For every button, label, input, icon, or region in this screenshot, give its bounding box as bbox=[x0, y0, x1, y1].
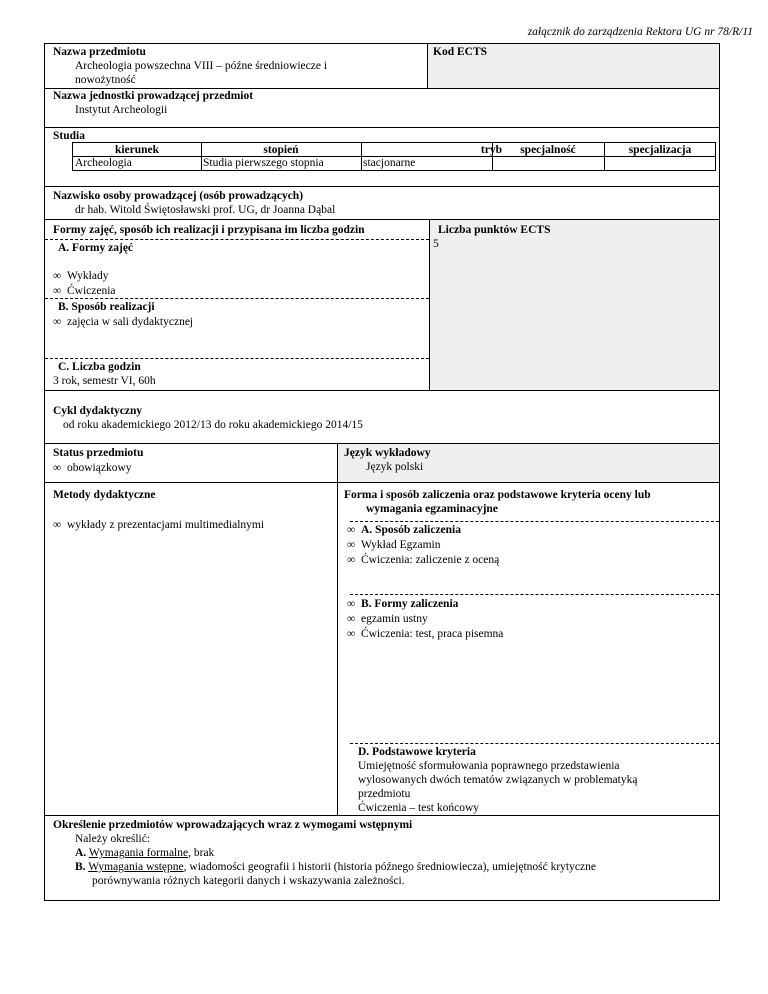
course-name-line2: nowożytność bbox=[75, 74, 136, 86]
assessment-box bbox=[337, 482, 720, 816]
studies-table bbox=[72, 142, 716, 171]
studies-value-tryb: stacjonarne bbox=[363, 157, 416, 169]
bullet-icon: ∞ bbox=[347, 628, 356, 640]
language-value: Język polski bbox=[366, 461, 424, 473]
unit-box bbox=[44, 88, 720, 128]
assessment-a-item: ∞ Ćwiczenia: zaliczenie z oceną bbox=[347, 554, 500, 566]
studies-header-stopien: stopień bbox=[263, 144, 299, 156]
header-note: załącznik do zarządzenia Rektora UG nr 78/R/11 bbox=[527, 26, 753, 38]
assessment-d-line: Umiejętność sformułowania poprawnego przedstawienia bbox=[358, 760, 620, 772]
forms-label: Formy zajęć, sposób ich realizacji i przypisana im liczba godzin bbox=[53, 224, 365, 236]
methods-item: ∞ wykłady z prezentacjami multimedialnymi bbox=[53, 519, 265, 531]
prerequisites-b: B. Wymagania wstępne, wiadomości geografii i historii (historia późnego średniowiecza), umiejętność krytyczne bbox=[75, 861, 596, 873]
instructors-label: Nazwisko osoby prowadzącej (osób prowadzących) bbox=[53, 190, 304, 202]
forms-a-item: ∞ Ćwiczenia bbox=[53, 285, 116, 297]
assessment-a-title: ∞ A. Sposób zaliczenia bbox=[347, 524, 461, 536]
bullet-icon: ∞ bbox=[53, 270, 62, 282]
studies-header-kierunek: kierunek bbox=[114, 144, 160, 156]
course-name-box bbox=[44, 43, 428, 89]
status-label: Status przedmiotu bbox=[53, 447, 144, 459]
bullet-icon: ∞ bbox=[347, 524, 356, 536]
assessment-d-line: wylosowanych dwóch tematów związanych w problematyką bbox=[358, 774, 638, 786]
status-box bbox=[44, 443, 338, 483]
cycle-box bbox=[44, 390, 720, 444]
assessment-label-line2: wymagania egzaminacyjne bbox=[366, 503, 498, 515]
studies-value-stopien: Studia pierwszego stopnia bbox=[203, 157, 324, 169]
ects-code-label: Kod ECTS bbox=[433, 46, 488, 58]
bullet-icon: ∞ bbox=[347, 539, 356, 551]
prerequisites-intro: Należy określić: bbox=[75, 833, 151, 845]
assessment-d-line: przedmiotu bbox=[358, 788, 411, 800]
prerequisites-a: A. Wymagania formalne, brak bbox=[75, 847, 215, 859]
assessment-a-item: ∞ Wykład Egzamin bbox=[347, 539, 441, 551]
unit-label: Nazwa jednostki prowadzącej przedmiot bbox=[53, 90, 254, 102]
ects-points-value: 5 bbox=[433, 238, 439, 250]
bullet-icon: ∞ bbox=[347, 554, 356, 566]
forms-box bbox=[44, 219, 430, 391]
assessment-d-line: Ćwiczenia – test końcowy bbox=[358, 802, 480, 814]
forms-a-item: ∞ Wykłady bbox=[53, 270, 109, 282]
course-name-label: Nazwa przedmiotu bbox=[53, 46, 146, 58]
language-label: Język wykładowy bbox=[344, 447, 431, 459]
forms-c-title: C. Liczba godzin bbox=[58, 361, 141, 373]
forms-c-value: 3 rok, semestr VI, 60h bbox=[53, 375, 156, 387]
language-box bbox=[337, 443, 720, 483]
cycle-value: od roku akademickiego 2012/13 do roku akademickiego 2014/15 bbox=[63, 419, 363, 431]
methods-box bbox=[44, 482, 338, 816]
forms-b-title: B. Sposób realizacji bbox=[58, 301, 155, 313]
assessment-label-line1: Forma i sposób zaliczenia oraz podstawowe kryteria oceny lub bbox=[344, 489, 651, 501]
course-name-line1: Archeologia powszechna VIII – późne średniowiecze i bbox=[75, 60, 328, 72]
studies-header-specjalnosc: specjalność bbox=[520, 144, 576, 156]
status-value: ∞ obowiązkowy bbox=[53, 462, 132, 474]
prerequisites-box bbox=[44, 815, 720, 901]
ects-points-box bbox=[429, 219, 720, 391]
ects-code-box bbox=[427, 43, 720, 89]
ects-points-label: Liczba punktów ECTS bbox=[438, 224, 551, 236]
bullet-icon: ∞ bbox=[53, 285, 62, 297]
prerequisites-label: Określenie przedmiotów wprowadzających wraz z wymogami wstępnymi bbox=[53, 819, 413, 831]
bullet-icon: ∞ bbox=[347, 598, 356, 610]
studies-value-kierunek: Archeologia bbox=[75, 157, 132, 169]
methods-label: Metody dydaktyczne bbox=[53, 489, 156, 501]
forms-b-item: ∞ zajęcia w sali dydaktycznej bbox=[53, 316, 194, 328]
instructors-value: dr hab. Witold Świętosławski prof. UG, dr Joanna Dąbal bbox=[75, 204, 336, 216]
unit-value: Instytut Archeologii bbox=[75, 104, 168, 116]
bullet-icon: ∞ bbox=[53, 462, 62, 474]
assessment-b-item: ∞ egzamin ustny bbox=[347, 613, 428, 625]
assessment-b-item: ∞ Ćwiczenia: test, praca pisemna bbox=[347, 628, 504, 640]
bullet-icon: ∞ bbox=[347, 613, 356, 625]
studies-header-tryb: tryb bbox=[480, 144, 502, 156]
assessment-d-title: D. Podstawowe kryteria bbox=[358, 746, 476, 758]
forms-a-title: A. Formy zajęć bbox=[58, 242, 134, 254]
studies-label: Studia bbox=[53, 130, 85, 142]
cycle-label: Cykl dydaktyczny bbox=[53, 405, 143, 417]
bullet-icon: ∞ bbox=[53, 519, 62, 531]
instructors-box bbox=[44, 186, 720, 220]
prerequisites-b-cont: porównywania różnych kategorii danych i wskazywania zależności. bbox=[92, 875, 405, 887]
assessment-b-title: ∞ B. Formy zaliczenia bbox=[347, 598, 459, 610]
studies-header-specjalizacja: specjalizacja bbox=[628, 144, 692, 156]
bullet-icon: ∞ bbox=[53, 316, 62, 328]
